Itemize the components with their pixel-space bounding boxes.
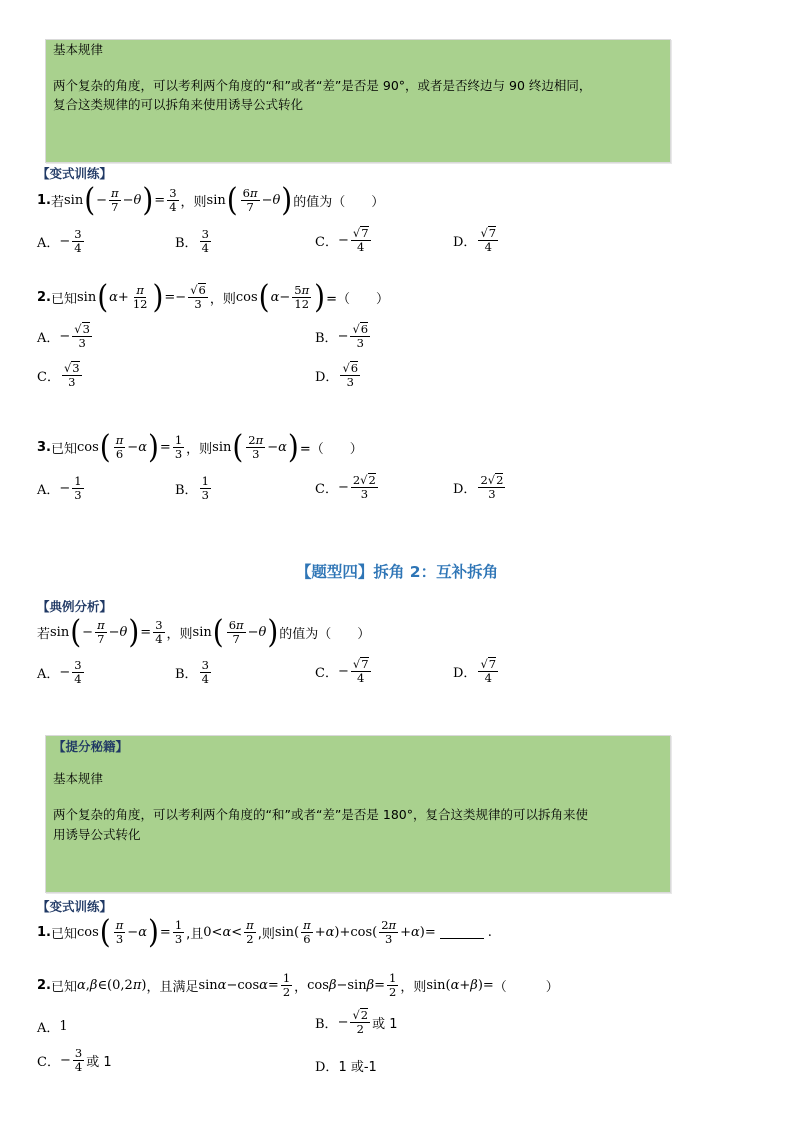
question-text: ，则 (180, 194, 207, 210)
option-label: A． (37, 236, 60, 251)
example-tag: 【典例分析】 (37, 599, 113, 614)
q2-option-b[interactable]: B． − $\frac{√6}{3}$ (315, 322, 369, 350)
question-text: ，则 (209, 291, 236, 307)
option-label: B． (175, 667, 198, 682)
question-text: ,且 (186, 926, 204, 942)
example-question: 若 sin ( − $\frac{\pi}{7}$ − θ ) = $\frac{3}{4}$ ，则 sin ( $\frac{6\pi}{7}$ − θ ) 的值为（ ） (37, 612, 371, 651)
question-number: 1. (37, 924, 51, 940)
question-text: ,则 (257, 926, 275, 942)
p2-option-c[interactable]: C． − $\frac{3}{4}$ 或 1 (37, 1046, 112, 1074)
question-number: 2. (37, 978, 51, 993)
rule-text-line-2: 复合这类规律的可以拆角来使用诱导公式转化 (53, 97, 304, 112)
q3-option-b[interactable]: B． $\frac{1}{3}$ (175, 474, 209, 502)
p2-option-a[interactable] (37, 1017, 68, 1036)
option-label: A． (37, 1021, 60, 1036)
option-label: C． (37, 1055, 60, 1070)
question-text: 若 (37, 626, 51, 642)
q2-option-d[interactable]: D． $\frac{√6}{3}$ (315, 361, 359, 389)
option-label: B． (315, 330, 338, 346)
question-text: 已知 (50, 980, 77, 995)
option-text: 或 1 (372, 1016, 398, 1032)
q1-option-b[interactable]: B． $\frac{3}{4}$ (175, 227, 209, 255)
question-text: 若 (50, 194, 64, 210)
option-text: 1 或-1 (338, 1060, 377, 1075)
question-text: =（ ） (326, 291, 390, 307)
question-number: 1. (37, 192, 51, 208)
option-label: B． (175, 236, 198, 251)
question-text: 的值为（ ） (293, 194, 385, 210)
question-text: 已知 (50, 926, 77, 942)
question-text: （ ） (493, 980, 559, 995)
option-label: C． (315, 665, 338, 681)
q2-option-a[interactable]: A． − $\frac{√3}{3}$ (37, 322, 90, 350)
ex-option-b[interactable]: B． $\frac{3}{4}$ (175, 658, 209, 686)
question-text: 的值为（ ） (279, 626, 371, 642)
practice-question-1: 1. 已知 cos ( $\frac{\pi}{3}$ − α ) = $\frac{1}{3}$ ,且 0< α < $\frac{\pi}{2}$ ,则 sin( $\frac{\pi}{6}$ + α )+ cos( $\frac{2\pi}{3}$ + α )= . (37, 912, 492, 951)
question-text: ，则 (186, 441, 213, 457)
question-number: 2. (37, 289, 51, 305)
section-tag-variant-training-1: 【变式训练】 (37, 166, 113, 181)
rule-heading: 基本规律 (53, 771, 104, 786)
ex-option-c[interactable]: C． − $\frac{√7}{4}$ (315, 657, 369, 685)
option-label: A． (37, 330, 60, 346)
q2-option-c[interactable]: C． $\frac{√3}{3}$ (37, 361, 80, 389)
question-text: ，且满足 (146, 980, 199, 995)
question-text: 已知 (50, 441, 77, 457)
option-label: C． (315, 481, 338, 497)
option-label: B． (175, 483, 198, 498)
option-text: 或 1 (86, 1055, 112, 1070)
question-text: =（ ） (299, 441, 363, 457)
rule-text-line-1: 两个复杂的角度，可以考利两个角度的“和”或者“差”是否是 90°，或者是否终边与 90 终边相同， (53, 78, 592, 93)
q3-option-c[interactable]: C． − $\frac{2√2}{3}$ (315, 473, 376, 501)
rule-text-line-2: 用诱导公式转化 (53, 827, 141, 842)
section-tag-variant-training-2: 【变式训练】 (37, 899, 113, 914)
section-title: 【题型四】拆角 2：互补拆角 (295, 563, 499, 581)
option-text: 1 (59, 1019, 68, 1034)
rule-heading: 基本规律 (53, 42, 104, 57)
question-text: 已知 (50, 291, 77, 307)
question-2: 2. 已知 sin ( α + $\frac{\pi}{12}$ ) =− $\frac{√6}{3}$ ，则 cos ( α − $\frac{5\pi}{12}$ ) =（ ） (37, 277, 390, 316)
q1-option-a[interactable]: A． − $\frac{3}{4}$ (37, 227, 82, 255)
ex-option-d[interactable]: D． $\frac{√7}{4}$ (453, 657, 497, 685)
question-text: ，则 (400, 980, 427, 995)
answer-blank[interactable] (440, 926, 484, 939)
option-label: D． (453, 234, 477, 250)
option-label: A． (37, 483, 60, 498)
question-number: 3. (37, 439, 51, 455)
ex-option-a[interactable]: A． − $\frac{3}{4}$ (37, 658, 82, 686)
option-label: D． (315, 1060, 339, 1075)
question-text: ，则 (166, 626, 193, 642)
rule-box-2 (45, 735, 671, 893)
option-label: D． (315, 369, 339, 385)
option-label: A． (37, 667, 60, 682)
q1-option-c[interactable]: C． − $\frac{√7}{4}$ (315, 226, 369, 254)
question-1: 1. 若 sin ( − $\frac{\pi}{7}$ − θ ) = $\frac{3}{4}$ ，则 sin ( $\frac{6\pi}{7}$ − θ ) 的值为（ ） (37, 180, 385, 219)
q3-option-a[interactable]: A． − $\frac{1}{3}$ (37, 474, 82, 502)
option-label: C． (37, 369, 60, 385)
rule-box-tag: 【提分秘籍】 (53, 739, 129, 754)
option-label: D． (453, 481, 477, 497)
q1-option-d[interactable]: D． $\frac{√7}{4}$ (453, 226, 497, 254)
practice-question-2: 2. 已知 α , β ∈(0,2 π ) ，且满足 sin α − cos α = $\frac{1}{2}$ ， cos β − sin β = $\frac{1}{2}$ ，则 sin( α + β )= （ ） (37, 971, 559, 999)
p2-option-b[interactable]: B． − $\frac{√2}{2}$ 或 1 (315, 1008, 398, 1036)
question-3: 3. 已知 cos ( $\frac{\pi}{6}$ − α ) = $\frac{1}{3}$ ，则 sin ( $\frac{2\pi}{3}$ − α ) =（ ） (37, 427, 363, 466)
option-label: C． (315, 234, 338, 250)
rule-box-1 (45, 39, 671, 163)
q3-option-d[interactable]: D． $\frac{2√2}{3}$ (453, 473, 504, 501)
option-label: B． (315, 1016, 338, 1032)
rule-text-line-1: 两个复杂的角度，可以考利两个角度的“和”或者“差”是否是 180°，复合这类规律的可以拆角来使 (53, 807, 588, 822)
p2-option-d[interactable] (315, 1056, 377, 1075)
option-label: D． (453, 665, 477, 681)
question-text: . (487, 924, 492, 940)
